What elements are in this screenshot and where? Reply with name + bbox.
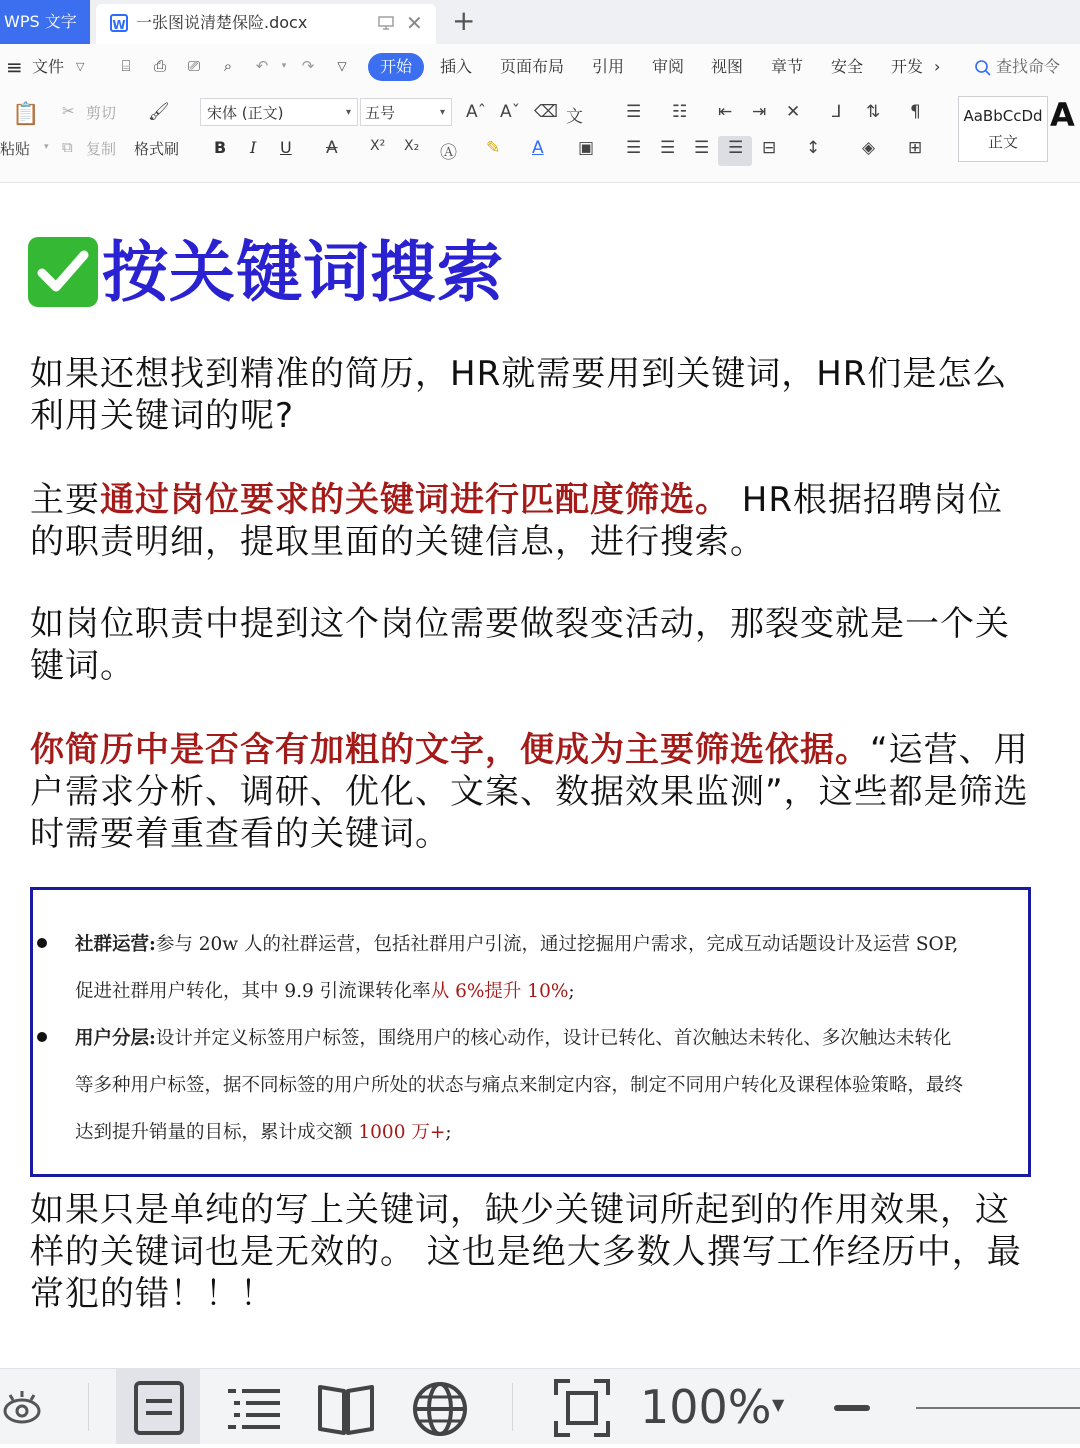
increase-indent-icon[interactable]: ⇥ — [752, 102, 767, 122]
align-center-icon[interactable]: ☰ — [660, 138, 676, 158]
clear-formatting-icon[interactable]: ⌫ — [534, 102, 559, 122]
paste-dropdown-icon[interactable]: ▾ — [44, 142, 49, 152]
paragraph-5: 如果只是单纯的写上关键词，缺少关键词所起到的作用效果，这样的关键词也是无效的。 这也是绝大多数人撰写工作经历中，最常犯的错！！！ — [30, 1190, 1022, 1314]
chinese-layout-icon[interactable]: ✕ — [786, 102, 801, 122]
numbered-list-icon[interactable]: ☷ — [672, 102, 688, 122]
resume-text: 促进社群用户转化，其中 9.9 引流课转化率 — [75, 981, 431, 1002]
decrease-font-size-icon[interactable]: Aˇ — [500, 102, 521, 122]
bullet-dot-icon — [37, 1032, 47, 1042]
paragraph-4 — [30, 729, 1035, 855]
print-preview-icon[interactable]: ⌕ — [223, 57, 233, 75]
zoom-out-minus-icon[interactable] — [834, 1405, 870, 1411]
subscript-icon[interactable]: X₂ — [404, 138, 420, 154]
increase-font-size-icon[interactable]: Aˆ — [466, 102, 487, 122]
text-effect-icon[interactable]: Ⓐ — [440, 143, 457, 163]
divider — [88, 1383, 89, 1431]
document-tab-title: 一张图说清楚保险.docx — [136, 13, 308, 32]
font-family-select[interactable] — [200, 98, 358, 126]
tab-chapter[interactable]: 章节 — [771, 57, 804, 76]
divider — [512, 1383, 513, 1431]
quick-access-more-icon[interactable]: ▽ — [337, 59, 347, 73]
file-menu-chevron-icon[interactable]: ▽ — [76, 60, 85, 73]
heading-style-preview[interactable]: A — [1050, 96, 1075, 134]
resume-line — [75, 1071, 963, 1097]
copy-icon[interactable]: ⧉ — [62, 138, 73, 156]
resume-line — [75, 977, 575, 1003]
page-view-icon[interactable] — [132, 1369, 186, 1444]
font-size-value: 五号 — [365, 104, 396, 122]
tab-developer[interactable]: 开发 — [891, 57, 924, 76]
redo-icon[interactable]: ↷ — [301, 57, 315, 75]
tab-review[interactable]: 审阅 — [652, 57, 685, 76]
tab-security[interactable]: 安全 — [831, 57, 864, 76]
resume-text: 达到提升销量的目标，累计成交额 — [75, 1122, 353, 1143]
paragraph-4-emphasis: 你简历中是否含有加粗的文字，便成为主要筛选依据。 — [30, 730, 870, 770]
show-marks-icon[interactable]: ¶ — [910, 102, 921, 122]
resume-excerpt-box — [30, 887, 1031, 1177]
paragraph-4-rest: “运营、用户需求分析、调研、优化、文案、数据效果监测”，这些都是筛选时需要着重查看的关键词。 — [30, 730, 1029, 854]
document-page[interactable] — [0, 183, 1080, 1368]
paste-icon[interactable]: 📋 — [12, 102, 40, 127]
wps-app-tab[interactable]: WPS 文字 — [0, 0, 90, 44]
copy-button[interactable]: 复制 — [86, 140, 117, 158]
tab-references[interactable]: 引用 — [592, 57, 625, 76]
resume-item-title: 社群运营: — [75, 934, 156, 955]
close-tab-icon[interactable]: ✕ — [406, 11, 423, 35]
align-justify-icon[interactable]: ☰ — [728, 138, 744, 158]
style-preview-text: AaBbCcDd — [963, 107, 1043, 125]
reading-mode-book-icon[interactable] — [316, 1369, 376, 1444]
resume-line — [75, 1118, 452, 1144]
resume-highlight: 从 6%提升 10% — [430, 981, 569, 1002]
bullet-list-icon[interactable]: ☰ — [626, 102, 642, 122]
menu-bar — [0, 44, 1080, 90]
new-tab-plus-icon[interactable]: + — [452, 4, 476, 37]
eye-protection-icon[interactable] — [0, 1369, 44, 1444]
heading-text: 按关键词搜索 — [102, 234, 504, 311]
font-color-icon[interactable]: A — [532, 138, 544, 158]
font-family-value: 宋体 (正文) — [207, 104, 284, 122]
paragraph-2-emphasis: 通过岗位要求的关键词进行匹配度筛选。 — [100, 480, 730, 520]
character-border-icon[interactable]: ▣ — [578, 138, 595, 158]
paragraph-2-prefix: 主要 — [30, 480, 100, 520]
cut-icon[interactable]: ✂ — [62, 102, 75, 120]
borders-icon[interactable]: ⊞ — [908, 138, 923, 158]
undo-icon[interactable]: ↶ — [255, 57, 269, 75]
word-doc-icon: W — [110, 14, 128, 32]
paste-button[interactable]: 粘贴 — [0, 140, 31, 158]
paragraph-2-rest: HR根据招聘岗位的职责明细，提取里面的关键信息，进行搜索。 — [30, 480, 1003, 562]
monitor-icon[interactable] — [378, 4, 394, 44]
paragraph-2 — [30, 479, 1035, 563]
tab-bar — [0, 0, 1080, 45]
chevron-down-icon: ▾ — [439, 107, 445, 118]
align-left-icon[interactable]: ☰ — [626, 138, 642, 158]
highlight-icon[interactable]: ✎ — [486, 138, 501, 158]
style-name: 正文 — [987, 133, 1018, 151]
underline-button[interactable]: U — [280, 138, 292, 157]
italic-button[interactable]: I — [250, 138, 257, 157]
resume-highlight: 1000 万+ — [352, 1122, 446, 1143]
save-icon[interactable]: ⌸ — [121, 57, 131, 75]
font-size-select[interactable] — [360, 98, 452, 126]
check-mark-icon — [28, 237, 98, 307]
undo-dropdown-icon[interactable]: ▾ — [281, 61, 287, 71]
format-painter-icon[interactable]: 🖌 — [148, 102, 170, 122]
fit-page-icon[interactable] — [552, 1369, 612, 1444]
tab-view[interactable]: 视图 — [711, 57, 744, 76]
superscript-icon[interactable]: X² — [370, 138, 386, 154]
more-tabs-arrow-icon[interactable]: › — [934, 57, 941, 76]
status-bar — [0, 1368, 1080, 1444]
tab-page-layout[interactable]: 页面布局 — [500, 57, 565, 76]
tab-home[interactable]: 开始 — [368, 53, 424, 81]
print-icon[interactable]: ⎚ — [187, 57, 200, 75]
sort-icon[interactable]: ⇅ — [866, 102, 881, 122]
resume-text: 设计并定义标签用户标签，围绕用户的核心动作，设计已转化、首次触达未转化、多次触达未转化 — [155, 1028, 952, 1049]
phonetic-guide-icon[interactable]: 文 — [566, 107, 583, 127]
resume-text: 等多种用户标签，据不同标签的用户所处的状态与痛点来制定内容，制定不同用户转化及课程体验策略，最终 — [75, 1075, 964, 1096]
export-pdf-icon[interactable]: ⎙ — [153, 57, 166, 75]
search-command-input[interactable]: 查找命令 — [996, 57, 1061, 76]
zoom-dropdown-icon[interactable]: ▼ — [772, 1395, 785, 1414]
align-right-icon[interactable]: ☰ — [694, 138, 710, 158]
style-normal-card[interactable] — [958, 96, 1048, 162]
cut-button[interactable]: 剪切 — [86, 104, 117, 122]
paragraph-3: 如岗位职责中提到这个岗位需要做裂变活动，那裂变就是一个关键词。 — [30, 604, 1010, 686]
chevron-down-icon: ▾ — [345, 107, 351, 118]
resume-text: ; — [568, 981, 575, 1002]
line-spacing-icon[interactable]: ↕ — [806, 138, 821, 158]
bold-button[interactable]: B — [214, 138, 227, 157]
resume-text: ; — [445, 1122, 452, 1143]
tab-insert[interactable]: 插入 — [440, 57, 473, 76]
file-menu[interactable]: 文件 — [32, 57, 65, 76]
search-icon[interactable] — [974, 44, 992, 90]
outline-view-icon[interactable] — [226, 1369, 282, 1444]
document-tab[interactable] — [96, 4, 436, 44]
shading-icon[interactable]: ◈ — [862, 138, 876, 158]
resume-text: 参与 20w 人的社群运营，包括社群用户引流，通过挖掘用户需求，完成互动话题设计及运营 SOP, — [155, 934, 959, 955]
zoom-level[interactable]: 100% — [640, 1380, 772, 1434]
text-direction-icon[interactable]: ⅃ — [832, 102, 842, 122]
strikethrough-icon[interactable]: A — [326, 138, 338, 158]
paragraph-1: 如果还想找到精准的简历，HR就需要用到关键词，HR们是怎么利用关键词的呢? — [30, 354, 1008, 436]
resume-line — [75, 1024, 951, 1050]
hamburger-menu-icon[interactable]: ≡ — [6, 55, 23, 79]
decrease-indent-icon[interactable]: ⇤ — [718, 102, 733, 122]
resume-line — [75, 930, 958, 956]
zoom-slider[interactable] — [916, 1407, 1080, 1409]
ribbon-toolbar — [0, 90, 1080, 183]
format-painter-button[interactable]: 格式刷 — [134, 140, 180, 158]
distributed-align-icon[interactable]: ⊟ — [762, 138, 777, 158]
resume-item-title: 用户分层: — [75, 1028, 156, 1049]
bullet-dot-icon — [37, 938, 47, 948]
web-layout-globe-icon[interactable] — [410, 1369, 470, 1444]
